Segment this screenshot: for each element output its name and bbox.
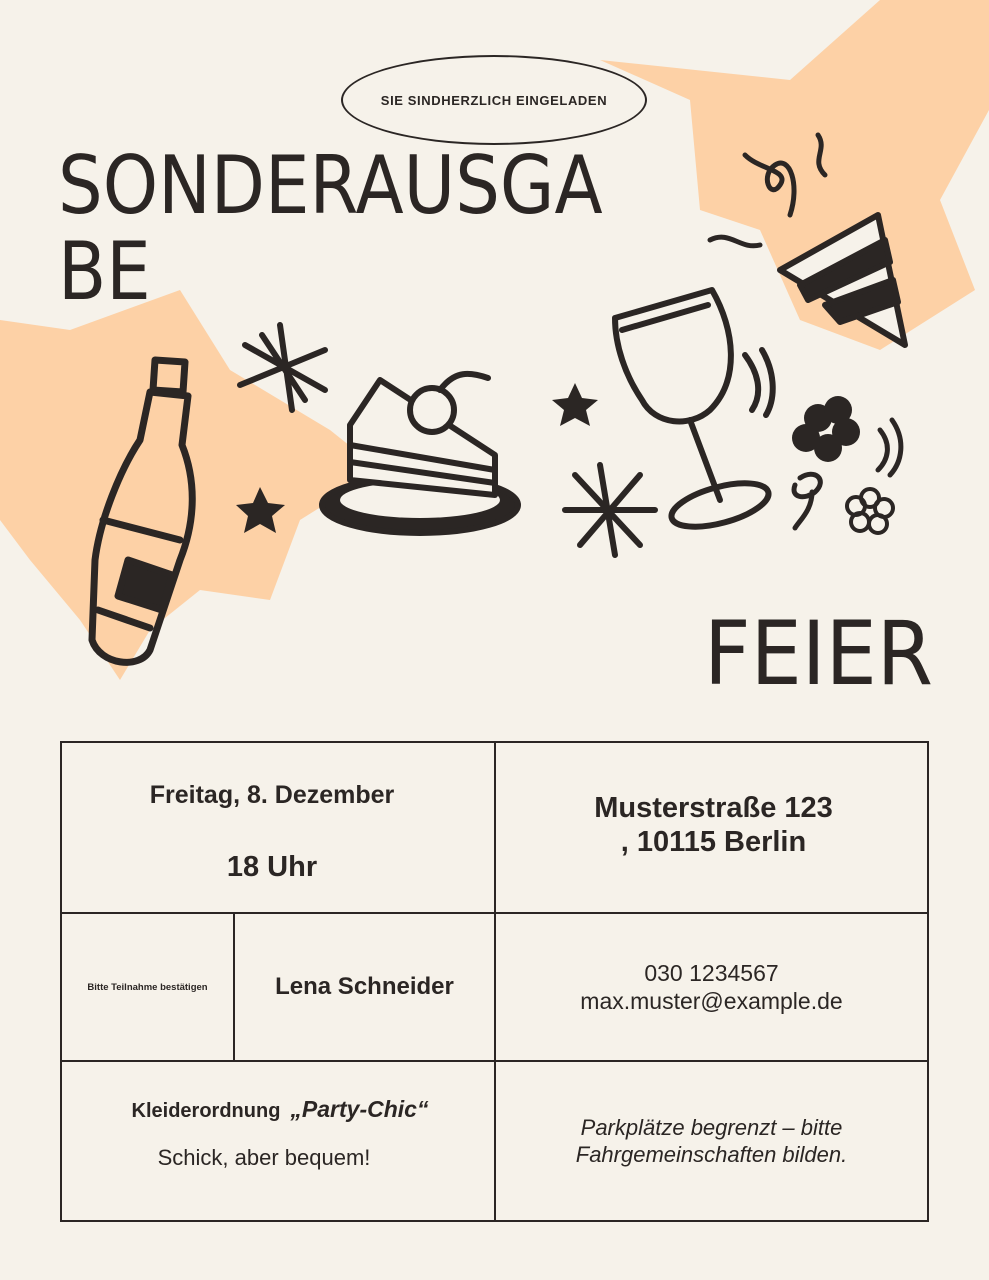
event-date: Freitag, 8. Dezember (149, 781, 395, 809)
date-time-cell (60, 741, 496, 914)
contact-phone[interactable]: 030 1234567 (644, 960, 779, 986)
page-title (58, 139, 621, 318)
party-star-shape (600, 0, 989, 350)
contact-email[interactable]: max.muster@example.de (580, 988, 843, 1014)
parking-note: Parkplätze begrenzt – bitte Fahrgemeinschaften bilden. (575, 1115, 848, 1167)
invite-badge: SIE SINDHERZLICH EINGELADEN (341, 55, 647, 145)
title-line-2: BE (58, 225, 151, 318)
dress-code-label: Kleiderordnung (131, 1100, 281, 1122)
rsvp-name-cell (233, 912, 496, 1062)
address-line-2: , 10115 Berlin (620, 826, 807, 858)
title-word-feier: FEIER (704, 602, 934, 705)
flower-icon (847, 489, 893, 533)
wine-glass-icon (615, 290, 773, 535)
dress-code-row (62, 1096, 498, 1123)
cake-slice-icon (322, 374, 518, 533)
event-details-table (60, 741, 929, 1222)
dress-code-description: Schick, aber bequem! (157, 1145, 371, 1170)
dress-code-value: „Party-Chic“ (290, 1096, 429, 1122)
sparkle-icon (565, 465, 655, 555)
address-line-1: Musterstraße 123 (594, 792, 833, 824)
rsvp-name: Lena Schneider (275, 973, 454, 1000)
event-time: 18 Uhr (226, 851, 318, 883)
dress-code-cell (60, 1060, 496, 1222)
star-icon (552, 383, 598, 426)
event-address (496, 791, 931, 859)
address-cell (494, 741, 929, 914)
rsvp-label: Bitte Teilnahme bestätigen (87, 981, 208, 993)
rsvp-label-cell (60, 912, 235, 1062)
parking-cell (494, 1060, 929, 1222)
title-line-1: SONDERAUSGA (58, 139, 603, 232)
contact-cell (494, 912, 929, 1062)
flower-icon (792, 396, 860, 462)
